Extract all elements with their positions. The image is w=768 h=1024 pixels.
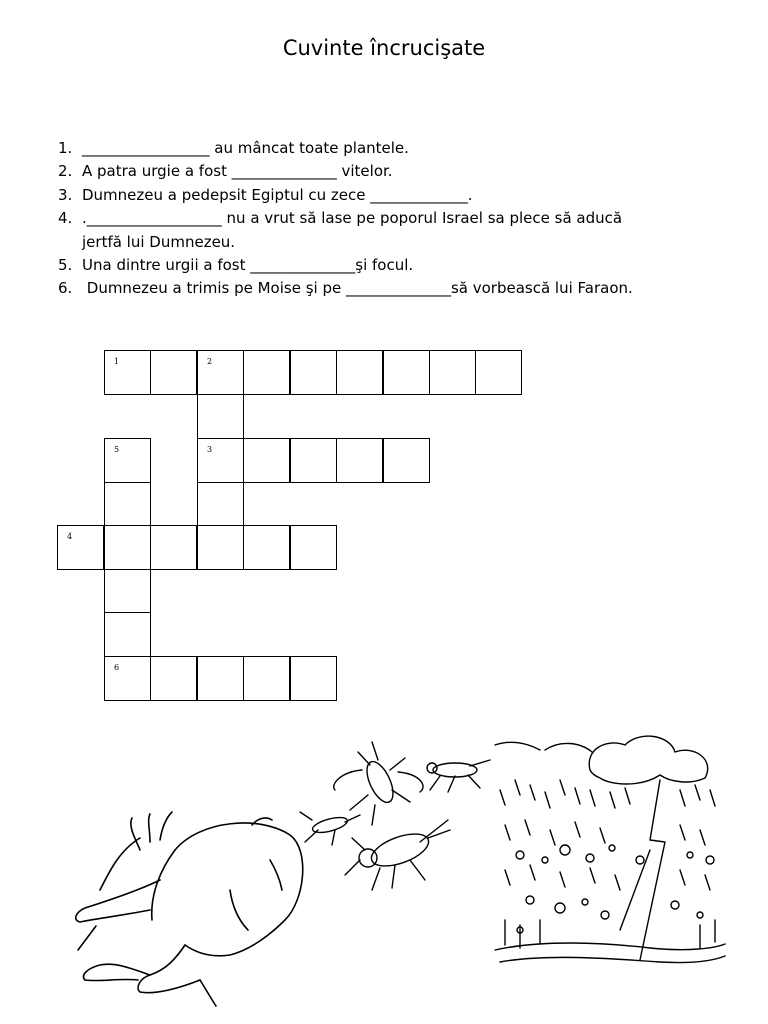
crossword-cell[interactable]: [197, 394, 244, 439]
crossword-cell[interactable]: [290, 656, 337, 701]
clue-text: .__________________ nu a vrut să lase pe poporul Israel sa plece să aducă: [82, 209, 623, 228]
crossword-cell[interactable]: [104, 656, 151, 701]
crossword-cell[interactable]: [104, 482, 151, 527]
clue-text: A patra urgie a fost ______________ vitelor.: [82, 162, 393, 181]
crossword-cell[interactable]: [383, 350, 430, 395]
clue-text-continued: jertfă lui Dumnezeu.: [82, 232, 236, 251]
crossword-cell[interactable]: [104, 569, 151, 614]
crossword-cell[interactable]: [150, 656, 197, 701]
page-title: Cuvinte încrucişate: [282, 36, 486, 60]
crossword-cell[interactable]: [197, 350, 244, 395]
crossword-cell[interactable]: [429, 350, 476, 395]
cell-number: 2: [207, 357, 213, 366]
crossword-cell[interactable]: [243, 525, 290, 570]
cell-number: 5: [114, 445, 120, 454]
crossword-cell[interactable]: [475, 350, 522, 395]
cell-number: 6: [114, 663, 120, 672]
clue-text: _________________ au mâncat toate plantele.: [82, 139, 409, 157]
crossword-cell[interactable]: [243, 656, 290, 701]
crossword-cell[interactable]: [197, 482, 244, 527]
crossword-cell[interactable]: [57, 525, 104, 570]
crossword-cell[interactable]: [290, 438, 337, 483]
clue-number: 5.: [58, 256, 73, 275]
dead-cattle-illustration: [76, 812, 303, 1006]
crossword-cell[interactable]: [197, 656, 244, 701]
clue-text: Una dintre urgii a fost ______________şi focul.: [82, 256, 414, 275]
cell-number: 1: [114, 357, 120, 366]
clue-number: 1.: [58, 139, 73, 157]
clue-number: 4.: [58, 209, 73, 228]
crossword-cell[interactable]: [150, 350, 197, 395]
crossword-cell[interactable]: [290, 525, 337, 570]
crossword-cell[interactable]: [197, 438, 244, 483]
clue-text: Dumnezeu a pedepsit Egiptul cu zece _____________.: [82, 185, 473, 204]
crossword-cell[interactable]: [290, 350, 337, 395]
crossword-cell[interactable]: [243, 438, 290, 483]
cell-number: 3: [207, 445, 213, 454]
hail-storm-illustration: [495, 736, 725, 962]
crossword-cell[interactable]: [150, 525, 197, 570]
crossword-cell[interactable]: [104, 525, 151, 570]
plague-illustrations: [0, 730, 768, 1020]
clue-number: 2.: [58, 162, 73, 181]
cell-number: 4: [67, 532, 73, 541]
clue-text: Dumnezeu a trimis pe Moise şi pe ______________să vorbească lui Faraon.: [82, 279, 633, 298]
crossword-cell[interactable]: [104, 350, 151, 395]
crossword-cell[interactable]: [336, 350, 383, 395]
crossword-cell[interactable]: [104, 612, 151, 657]
locusts-illustration: [300, 742, 490, 890]
clue-number: 3.: [58, 185, 73, 204]
crossword-cell[interactable]: [243, 350, 290, 395]
crossword-cell[interactable]: [104, 438, 151, 483]
crossword-cell[interactable]: [383, 438, 430, 483]
crossword-cell[interactable]: [336, 438, 383, 483]
crossword-cell[interactable]: [197, 525, 244, 570]
clue-number: 6.: [58, 279, 73, 298]
